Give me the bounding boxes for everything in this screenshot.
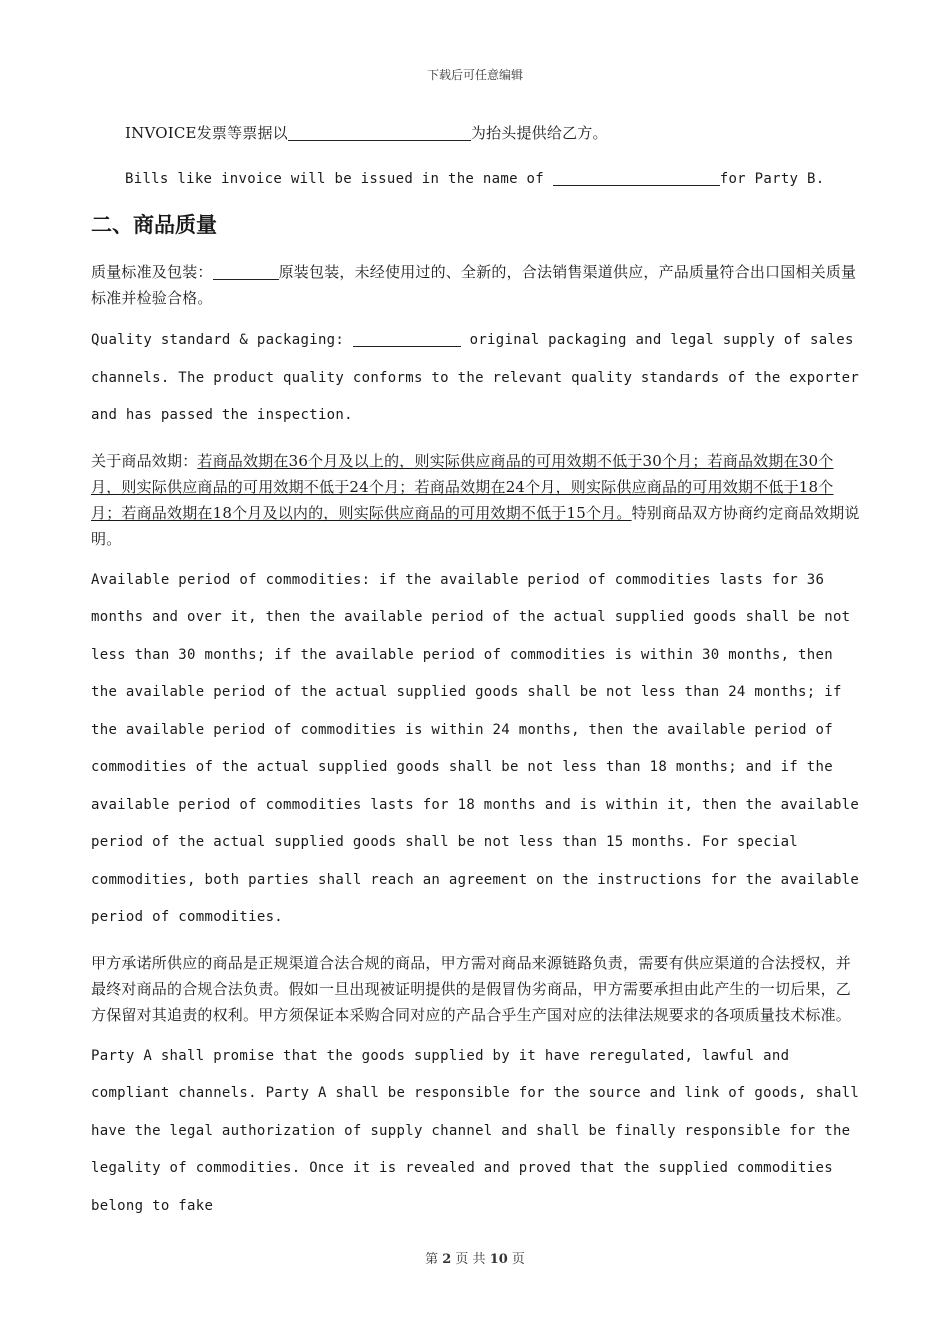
quality-cn-text: 原装包装，未经使用过的、全新的，合法销售渠道供应，产品质量符合出口国相关质量标准并检验合格。 <box>91 263 857 307</box>
invoice-cn-after: 为抬头提供给乙方。 <box>470 124 608 142</box>
validity-cn-paragraph <box>91 448 861 552</box>
promise-cn-paragraph: 甲方承诺所供应的商品是正规渠道合法合规的商品，甲方需对商品来源链路负责，需要有供应渠道的合法授权，并最终对商品的合规合法负责。假如一旦出现被证明提供的是假冒伪劣商品，甲方需要承担由此产生的一切后果，乙方保留对其追责的权利。甲方须保证本采购合同对应的产品合乎生产国对应的法律法规要求的各项质量技术标准。 <box>91 953 852 1024</box>
validity-cn-underlined: 若商品效期在36个月及以上的，则实际供应商品的可用效期不低于30个月；若商品效期在30个月，则实际供应商品的可用效期不低于24个月；若商品效期在24个月，则实际供应商品的可用效期不低于18个月；若商品效期在18个月及以内的，则实际供应商品的可用效期不低于15个月。 <box>91 451 834 522</box>
quality-en-blank[interactable] <box>353 330 461 347</box>
invoice-en-after: for Party B. <box>719 171 825 187</box>
footer-page-number: 2 <box>442 1252 452 1267</box>
validity-en-paragraph: Available period of commodities: if the available period of commodities lasts for 36 months and over it, then the available period of the actual supplied goods shall be not less than 30 months; if the available period of commodities is within 30 months, then the available period of the actual supplied goods shall be not less than 24 months; if the available period of commodities is within 24 months, then the available period of commodities of the actual supplied goods shall be not less than 18 months; and if the available period of commodities lasts for 18 months and is within it, then the available period of the actual supplied goods shall be not less than 15 months. For special commodities, both parties shall reach an agreement on the instructions for the available period of commodities. <box>91 571 860 925</box>
validity-cn-label: 关于商品效期： <box>91 451 198 470</box>
footer-mid: 页 共 <box>455 1252 486 1267</box>
invoice-en-line <box>91 169 861 189</box>
invoice-cn-blank[interactable] <box>288 124 471 141</box>
invoice-en-blank[interactable] <box>553 169 720 186</box>
section-title: 二、商品质量 <box>91 213 217 237</box>
document-body <box>91 120 861 1225</box>
promise-en-paragraph: Party A shall promise that the goods supplied by it have reregulated, lawful and compliant channels. Party A shall be responsible for the source and link of goods, shall have the legal authorization of supply channel and shall be finally responsible for the legality of commodities. Once it is revealed and proved that the supplied commodities belong to fake <box>91 1047 860 1214</box>
quality-en-text: original packaging and legal supply of sales channels. The product quality conforms to the relevant quality standards of the exporter and has passed the inspection. <box>91 332 860 423</box>
quality-en-paragraph <box>91 322 861 435</box>
quality-en-label: Quality standard & packaging: <box>91 332 353 348</box>
invoice-cn-before: INVOICE发票等票据以 <box>125 124 288 142</box>
footer-suffix: 页 <box>511 1252 525 1267</box>
quality-cn-paragraph <box>91 259 861 311</box>
footer-total-pages: 10 <box>489 1252 508 1267</box>
page-header: 下载后可任意编辑 <box>426 68 523 82</box>
quality-cn-label: 质量标准及包装： <box>91 263 213 281</box>
page-footer <box>0 1248 950 1267</box>
footer-prefix: 第 <box>425 1252 439 1267</box>
invoice-en-before: Bills like invoice will be issued in the name of <box>125 171 553 187</box>
invoice-cn-line <box>91 120 861 146</box>
quality-cn-blank[interactable] <box>213 263 279 280</box>
validity-cn-tail: 特别商品双方协商约定商品效期说明。 <box>91 503 860 548</box>
